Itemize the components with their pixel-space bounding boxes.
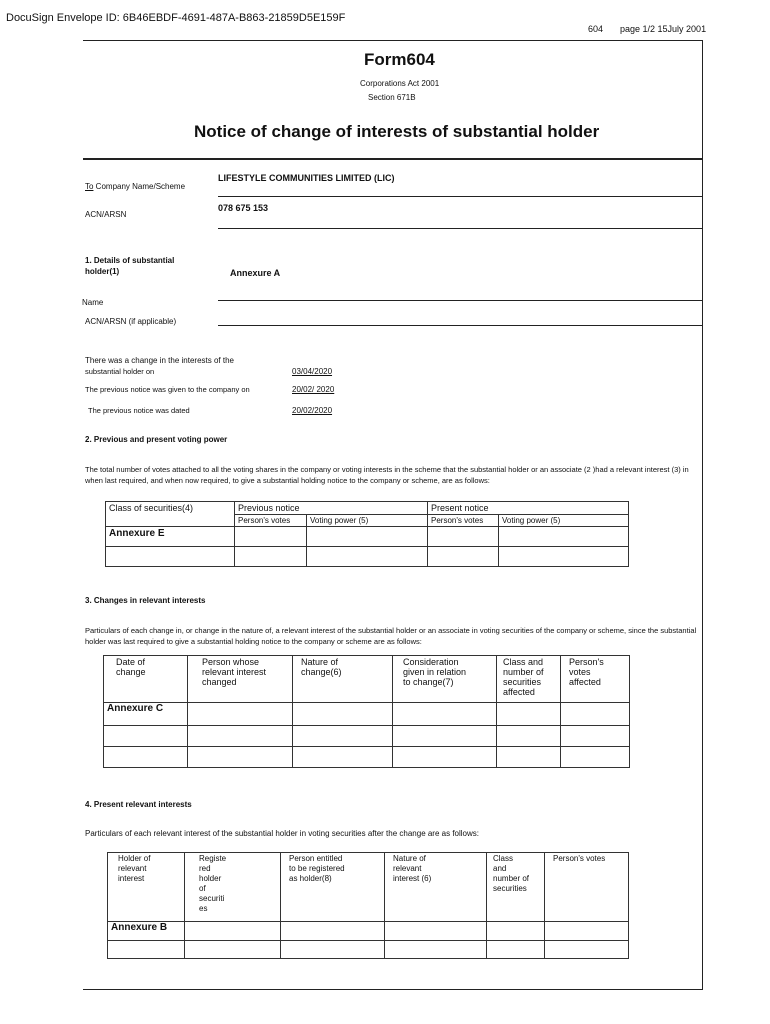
change-date: 03/04/2020 xyxy=(292,367,333,376)
col-nature-line: interest (6) xyxy=(393,874,432,883)
col-class-securities: Class of securities(4) xyxy=(106,502,235,527)
notice-title: Notice of change of interests of substantial holder xyxy=(194,122,600,141)
table-cell xyxy=(104,726,188,747)
name-rule xyxy=(218,300,703,301)
voting-power-table xyxy=(105,501,629,567)
section1-value: Annexure A xyxy=(230,268,281,278)
act-name: Corporations Act 2001 xyxy=(360,79,440,88)
to-label-underlined: To xyxy=(85,182,94,191)
table-cell xyxy=(497,726,561,747)
table-cell xyxy=(293,726,393,747)
col-class-line: securities xyxy=(503,677,542,687)
change-label-1: There was a change in the interests of the xyxy=(85,356,234,365)
section1-heading-2: holder(1) xyxy=(85,267,120,276)
table-cell xyxy=(487,922,545,941)
table-row xyxy=(108,941,629,959)
table-cell xyxy=(499,547,629,567)
col-nature-change xyxy=(293,656,393,703)
section4-paragraph: Particulars of each relevant interest of the substantial holder in voting securities after the change are as follows: xyxy=(85,829,479,838)
row-annexure-c: Annexure C xyxy=(104,703,188,726)
table-row xyxy=(106,547,629,567)
right-border xyxy=(702,40,703,990)
table-cell xyxy=(281,922,385,941)
title-rule xyxy=(83,158,703,160)
col-date-change xyxy=(104,656,188,703)
col-date-line: change xyxy=(116,667,146,677)
col-class-line: affected xyxy=(503,687,535,697)
col-class-number xyxy=(497,656,561,703)
table-cell xyxy=(393,703,497,726)
col-reg-line: securiti xyxy=(199,894,225,903)
change-label-2: substantial holder on xyxy=(85,367,155,376)
prev-given-label: The previous notice was given to the company on xyxy=(85,385,250,394)
col-reg-line: holder xyxy=(199,874,222,883)
col-prev-persons-votes: Person's votes xyxy=(235,515,307,527)
prev-dated-label: The previous notice was dated xyxy=(88,406,190,415)
table-cell xyxy=(188,747,293,768)
table-cell xyxy=(428,547,499,567)
col-previous-notice: Previous notice xyxy=(235,502,428,515)
col-reg-line: Registe xyxy=(199,854,227,863)
col-class-line: Class and xyxy=(503,657,544,667)
company-name-rule xyxy=(218,196,703,197)
section3-heading: 3. Changes in relevant interests xyxy=(85,596,206,605)
acn-label: ACN/ARSN xyxy=(85,210,127,219)
prev-dated-date: 20/02/2020 xyxy=(292,406,333,415)
col-consideration xyxy=(393,656,497,703)
form-title: Form604 xyxy=(364,50,435,69)
col-registered-holder xyxy=(185,853,281,922)
table-row xyxy=(104,703,630,726)
table-cell xyxy=(108,941,185,959)
table-row xyxy=(104,726,630,747)
col-consid-line: to change(7) xyxy=(403,677,454,687)
table-cell xyxy=(385,922,487,941)
col-votes-affected xyxy=(561,656,630,703)
col-pres-persons-votes: Person's votes xyxy=(428,515,499,527)
table-cell xyxy=(561,703,630,726)
col-pres-voting-power: Voting power (5) xyxy=(499,515,629,527)
table-cell xyxy=(235,547,307,567)
table-cell xyxy=(561,726,630,747)
table-cell xyxy=(307,547,428,567)
table-cell xyxy=(188,703,293,726)
table-cell xyxy=(106,547,235,567)
col-votes-line: Person's votes xyxy=(569,657,604,677)
table-row xyxy=(104,747,630,768)
changes-table xyxy=(103,655,630,768)
col-entitled-line: Person entitled xyxy=(289,854,343,863)
table-cell xyxy=(487,941,545,959)
col-reg-line: of xyxy=(199,884,206,893)
present-interests-table xyxy=(107,852,629,959)
table-cell xyxy=(185,922,281,941)
col-present-notice: Present notice xyxy=(428,502,629,515)
bottom-rule xyxy=(83,989,703,990)
table-row xyxy=(108,922,629,941)
row-annexure-e: Annexure E xyxy=(106,527,235,547)
acn-value: 078 675 153 xyxy=(218,203,269,213)
acn-arsn-label: ACN/ARSN (if applicable) xyxy=(85,317,177,326)
col-nature-line: Nature of xyxy=(301,657,339,667)
table-cell xyxy=(497,703,561,726)
to-label-rest: Company Name/Scheme xyxy=(93,182,186,191)
table-cell xyxy=(385,941,487,959)
col-holder-line: interest xyxy=(118,874,145,883)
table-cell xyxy=(393,726,497,747)
col-person-line: relevant interest xyxy=(202,667,267,677)
table-cell xyxy=(393,747,497,768)
col-class-securities xyxy=(487,853,545,922)
to-label xyxy=(85,182,185,191)
col-entitled-line: as holder(8) xyxy=(289,874,332,883)
name-label: Name xyxy=(82,298,104,307)
section4-heading: 4. Present relevant interests xyxy=(85,800,192,809)
prev-given-date: 20/02/ 2020 xyxy=(292,385,335,394)
section3-paragraph: Particulars of each change in, or change in the nature of, a relevant interest of the substantial holder or an associate in voting securities of the company or scheme, since the substantial holder was last required to give a substantial holding notice to the company or scheme are as follows: xyxy=(85,626,697,646)
col-persons-votes: Person's votes xyxy=(545,853,629,922)
col-reg-line: red xyxy=(199,864,211,873)
table-cell xyxy=(188,726,293,747)
table-row xyxy=(106,527,629,547)
table-cell xyxy=(185,941,281,959)
col-nature-line: change(6) xyxy=(301,667,342,677)
table-cell xyxy=(545,922,629,941)
section-ref: Section 671B xyxy=(368,93,416,102)
col-class-line: number of xyxy=(503,667,544,677)
table-cell xyxy=(499,527,629,547)
row-annexure-b: Annexure B xyxy=(108,922,185,941)
envelope-id: DocuSign Envelope ID: 6B46EBDF-4691-487A-B863-21859D5E159F xyxy=(6,12,346,24)
section1-heading-1: 1. Details of substantial xyxy=(85,256,175,265)
col-date-line: Date of xyxy=(116,657,146,667)
col-holder-line: relevant xyxy=(118,864,147,873)
table-cell xyxy=(497,747,561,768)
col-nature-line: relevant xyxy=(393,864,422,873)
form-number: 604 xyxy=(588,24,604,34)
acn-arsn-rule xyxy=(218,325,703,326)
col-holder-line: Holder of xyxy=(118,854,151,863)
col-person-whose xyxy=(188,656,293,703)
col-votes-line: affected xyxy=(569,677,601,687)
table-cell xyxy=(281,941,385,959)
col-entitled xyxy=(281,853,385,922)
top-rule xyxy=(83,40,703,41)
page-info: page 1/2 15July 2001 xyxy=(620,24,707,34)
col-class-line: Class xyxy=(493,854,514,863)
table-cell xyxy=(561,747,630,768)
table-cell xyxy=(545,941,629,959)
table-cell xyxy=(293,747,393,768)
col-nature-line: Nature of xyxy=(393,854,426,863)
table-cell xyxy=(428,527,499,547)
section2-heading: 2. Previous and present voting power xyxy=(85,435,228,444)
table-cell xyxy=(104,747,188,768)
col-reg-line: es xyxy=(199,904,208,913)
col-person-line: changed xyxy=(202,677,237,687)
col-prev-voting-power: Voting power (5) xyxy=(307,515,428,527)
col-holder xyxy=(108,853,185,922)
company-name: LIFESTYLE COMMUNITIES LIMITED (LIC) xyxy=(218,173,395,183)
col-consid-line: Consideration xyxy=(403,657,459,667)
col-class-line: securities xyxy=(493,884,527,893)
section2-paragraph: The total number of votes attached to all the voting shares in the company or voting interests in the scheme that the substantial holder or an associate (2 )had a relevant interest (3) in when last required, and when now required, to give a substantial holding notice to the company or scheme, are as follows: xyxy=(85,465,689,485)
col-nature-interest xyxy=(385,853,487,922)
table-cell xyxy=(293,703,393,726)
col-person-line: Person whose xyxy=(202,657,260,667)
table-cell xyxy=(235,527,307,547)
acn-rule xyxy=(218,228,703,229)
table-cell xyxy=(307,527,428,547)
col-class-line: number of xyxy=(493,874,530,883)
col-entitled-line: to be registered xyxy=(289,864,345,873)
col-consid-line: given in relation xyxy=(403,667,467,677)
col-class-line: and xyxy=(493,864,507,873)
